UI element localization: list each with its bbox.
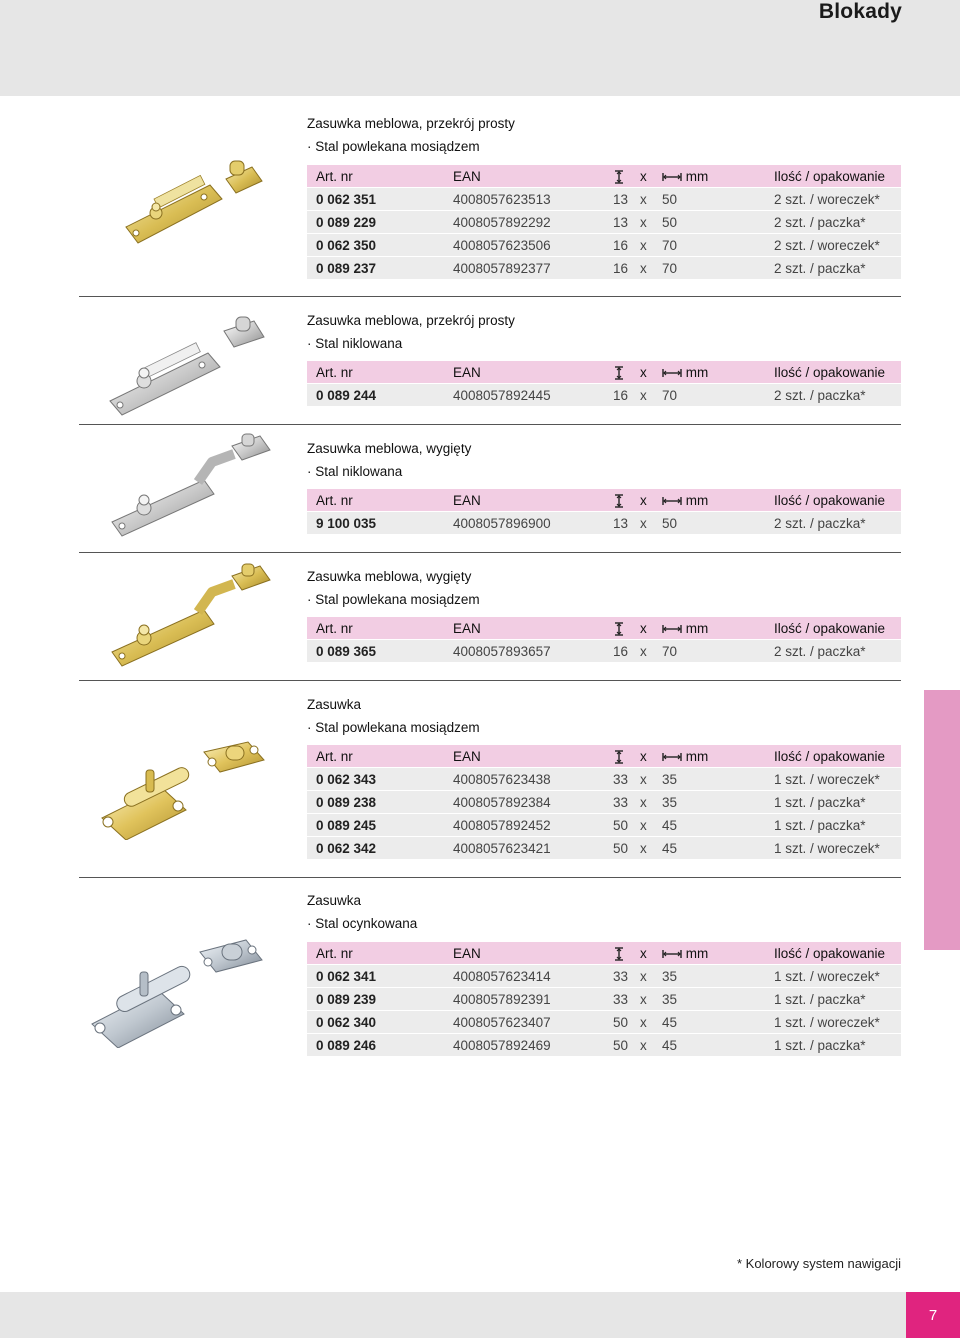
col-ean-header: EAN [453,165,613,188]
col-times-header: x [640,942,662,965]
col-art-header: Art. nr [307,942,453,965]
art-number: 0 062 340 [307,1011,453,1034]
product-table [307,165,901,280]
table-row [307,837,901,860]
table-header-row [307,361,901,384]
footnote-color-navigation: * Kolorowy system nawigacji [736,1256,901,1271]
height-dimension-icon [613,489,640,512]
product-table [307,361,901,407]
times-sign: x [640,768,662,791]
quantity: 2 szt. / paczka* [774,211,901,234]
times-sign: x [640,837,662,860]
ean-code: 4008057623407 [453,1011,613,1034]
col-times-header: x [640,617,662,640]
nickel-straight-bolt-image [104,315,279,420]
height-value: 13 [613,512,640,535]
width-dimension-icon [662,751,682,763]
col-ean-header: EAN [453,745,613,768]
col-times-header: x [640,165,662,188]
table-row [307,791,901,814]
height-value: 16 [613,234,640,257]
table-row [307,257,901,280]
unit-label: mm [685,748,709,764]
col-qty-header: Ilość / opakowanie [774,165,901,188]
unit-label: mm [685,168,709,184]
height-dimension-icon [613,745,640,768]
product-material: · Stal powlekana mosiądzem [307,592,480,607]
times-sign: x [640,1011,662,1034]
art-number: 9 100 035 [307,512,453,535]
times-sign: x [640,791,662,814]
table-row [307,234,901,257]
quantity: 1 szt. / woreczek* [774,1011,901,1034]
section-divider [79,424,901,425]
width-value: 70 [662,384,774,407]
art-number: 0 062 342 [307,837,453,860]
times-sign: x [640,257,662,280]
ean-code: 4008057892384 [453,791,613,814]
page-number: 7 [906,1292,960,1338]
times-sign: x [640,988,662,1011]
unit-label: mm [685,945,709,961]
table-row [307,965,901,988]
quantity: 1 szt. / paczka* [774,1034,901,1057]
height-value: 13 [613,211,640,234]
ean-code: 4008057623421 [453,837,613,860]
width-dimension-icon [662,367,682,379]
art-number: 0 089 246 [307,1034,453,1057]
brass-straight-bolt-image [118,155,278,255]
table-row [307,1011,901,1034]
width-value: 70 [662,257,774,280]
times-sign: x [640,512,662,535]
table-row [307,768,901,791]
width-value: 35 [662,768,774,791]
col-ean-header: EAN [453,489,613,512]
quantity: 2 szt. / paczka* [774,384,901,407]
times-sign: x [640,640,662,663]
ean-code: 4008057892377 [453,257,613,280]
product-material: · Stal powlekana mosiądzem [307,720,480,735]
table-row [307,640,901,663]
brass-barrel-bolt-image [98,740,273,840]
width-value: 50 [662,188,774,211]
table-header-row [307,165,901,188]
ean-code: 4008057623506 [453,234,613,257]
page-title: Blokady [818,0,902,23]
table-row [307,384,901,407]
times-sign: x [640,814,662,837]
times-sign: x [640,384,662,407]
ean-code: 4008057623414 [453,965,613,988]
height-value: 50 [613,837,640,860]
product-material: · Stal niklowana [307,464,403,479]
table-row [307,988,901,1011]
nickel-bent-bolt-image [108,432,280,542]
width-value: 45 [662,1034,774,1057]
art-number: 0 089 244 [307,384,453,407]
ean-code: 4008057892391 [453,988,613,1011]
ean-code: 4008057892292 [453,211,613,234]
art-number: 0 089 229 [307,211,453,234]
art-number: 0 062 343 [307,768,453,791]
table-row [307,211,901,234]
unit-label: mm [685,364,709,380]
product-title: Zasuwka [307,697,362,712]
art-number: 0 089 239 [307,988,453,1011]
zinc-barrel-bolt-image [88,938,268,1048]
width-value: 45 [662,837,774,860]
times-sign: x [640,965,662,988]
times-sign: x [640,234,662,257]
quantity: 2 szt. / paczka* [774,640,901,663]
width-value: 70 [662,640,774,663]
section-divider [79,680,901,681]
ean-code: 4008057892469 [453,1034,613,1057]
col-width-header [662,165,774,188]
col-width-header [662,617,774,640]
product-title: Zasuwka meblowa, przekrój prosty [307,116,515,131]
col-art-header: Art. nr [307,745,453,768]
art-number: 0 089 245 [307,814,453,837]
width-value: 70 [662,234,774,257]
width-dimension-icon [662,495,682,507]
col-qty-header: Ilość / opakowanie [774,942,901,965]
product-title: Zasuwka [307,893,362,908]
height-value: 16 [613,384,640,407]
product-material: · Stal powlekana mosiądzem [307,139,480,154]
col-art-header: Art. nr [307,361,453,384]
product-title: Zasuwka meblowa, wygięty [307,441,472,456]
art-number: 0 062 341 [307,965,453,988]
col-width-header [662,745,774,768]
height-value: 33 [613,768,640,791]
art-number: 0 089 238 [307,791,453,814]
table-header-row [307,942,901,965]
height-value: 50 [613,1011,640,1034]
product-title: Zasuwka meblowa, wygięty [307,569,472,584]
quantity: 1 szt. / woreczek* [774,837,901,860]
width-value: 35 [662,791,774,814]
col-times-header: x [640,745,662,768]
width-value: 35 [662,965,774,988]
height-value: 16 [613,640,640,663]
unit-label: mm [685,492,709,508]
brass-bent-bolt-image [108,562,280,672]
quantity: 1 szt. / paczka* [774,791,901,814]
height-value: 16 [613,257,640,280]
table-row [307,1034,901,1057]
col-qty-header: Ilość / opakowanie [774,617,901,640]
product-table [307,489,901,535]
height-value: 33 [613,791,640,814]
col-ean-header: EAN [453,942,613,965]
col-width-header [662,361,774,384]
times-sign: x [640,188,662,211]
section-divider [79,296,901,297]
product-title: Zasuwka meblowa, przekrój prosty [307,313,515,328]
product-material: · Stal ocynkowana [307,916,418,931]
product-table [307,942,901,1057]
table-header-row [307,489,901,512]
height-value: 33 [613,988,640,1011]
height-value: 50 [613,1034,640,1057]
width-value: 45 [662,1011,774,1034]
art-number: 0 062 350 [307,234,453,257]
table-header-row [307,745,901,768]
height-value: 33 [613,965,640,988]
width-value: 45 [662,814,774,837]
height-value: 13 [613,188,640,211]
quantity: 2 szt. / woreczek* [774,188,901,211]
art-number: 0 062 351 [307,188,453,211]
table-row [307,814,901,837]
width-dimension-icon [662,171,682,183]
ean-code: 4008057893657 [453,640,613,663]
col-times-header: x [640,489,662,512]
width-dimension-icon [662,623,682,635]
col-width-header [662,489,774,512]
table-row [307,188,901,211]
col-ean-header: EAN [453,617,613,640]
width-value: 50 [662,512,774,535]
section-divider [79,877,901,878]
table-header-row [307,617,901,640]
product-table [307,617,901,663]
ean-code: 4008057896900 [453,512,613,535]
col-times-header: x [640,361,662,384]
color-navigation-tab [924,690,960,950]
times-sign: x [640,211,662,234]
product-table [307,745,901,860]
section-divider [79,552,901,553]
height-value: 50 [613,814,640,837]
quantity: 2 szt. / woreczek* [774,234,901,257]
ean-code: 4008057623513 [453,188,613,211]
ean-code: 4008057892452 [453,814,613,837]
col-qty-header: Ilość / opakowanie [774,489,901,512]
unit-label: mm [685,620,709,636]
page-footer [0,1292,960,1338]
page-header [0,0,960,96]
table-row [307,512,901,535]
col-width-header [662,942,774,965]
height-dimension-icon [613,942,640,965]
art-number: 0 089 365 [307,640,453,663]
times-sign: x [640,1034,662,1057]
width-dimension-icon [662,948,682,960]
ean-code: 4008057623438 [453,768,613,791]
col-art-header: Art. nr [307,617,453,640]
col-qty-header: Ilość / opakowanie [774,745,901,768]
col-qty-header: Ilość / opakowanie [774,361,901,384]
quantity: 1 szt. / woreczek* [774,768,901,791]
quantity: 1 szt. / paczka* [774,814,901,837]
height-dimension-icon [613,361,640,384]
art-number: 0 089 237 [307,257,453,280]
product-material: · Stal niklowana [307,336,403,351]
col-art-header: Art. nr [307,165,453,188]
quantity: 1 szt. / paczka* [774,988,901,1011]
quantity: 2 szt. / paczka* [774,257,901,280]
width-value: 50 [662,211,774,234]
width-value: 35 [662,988,774,1011]
quantity: 1 szt. / woreczek* [774,965,901,988]
height-dimension-icon [613,617,640,640]
quantity: 2 szt. / paczka* [774,512,901,535]
col-ean-header: EAN [453,361,613,384]
ean-code: 4008057892445 [453,384,613,407]
height-dimension-icon [613,165,640,188]
col-art-header: Art. nr [307,489,453,512]
